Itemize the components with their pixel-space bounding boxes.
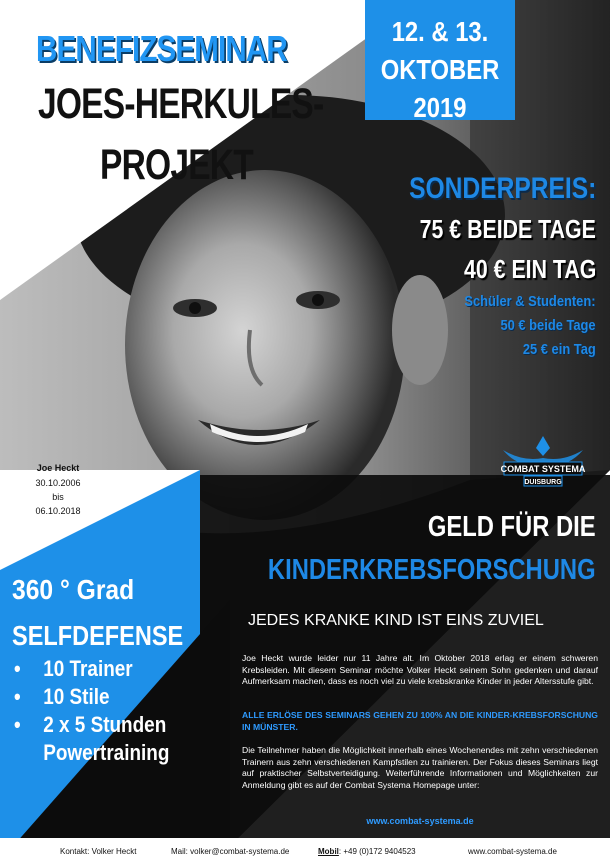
feature-bullet-stunden: [14, 712, 166, 738]
feature-text: Powertraining: [43, 740, 170, 765]
caption-bis: bis: [52, 492, 64, 502]
feature-bullet-trainer: [14, 656, 133, 682]
students-both-days: 50 € beide Tage: [500, 317, 596, 334]
cause-line2: KINDERKREBSFORSCHUNG: [268, 554, 596, 586]
body-paragraph-3: Die Teilnehmer haben die Möglichkeit innerhalb eines Wochenendes mit zehn verschiedenen Trainern aus zehn verschiedenen Kampfstilen zu trainieren. Der Fokus dieses Seminars liegt auf praktischer Selbstverteidigung. Weiterführende Informationen und Möglichkeiten zur Anmeldung gibt es auf der Combat Systema Homepage unter:: [242, 745, 598, 790]
slogan: JEDES KRANKE KIND IST EINS ZUVIEL: [248, 612, 544, 629]
feature-text: 10 Stile: [43, 684, 110, 709]
bullet-icon: •: [14, 656, 21, 681]
footer-mobil: [318, 847, 416, 856]
logo-text-line2: DUISBURG: [524, 479, 562, 486]
body-paragraph-2: ALLE ERLÖSE DES SEMINARS GEHEN ZU 100% AN DIE KINDER-KREBSFORSCHUNG IN MÜNSTER.: [242, 710, 598, 732]
title-benefizseminar: BENEFIZSEMINAR: [36, 28, 287, 69]
bullet-icon: •: [14, 712, 21, 737]
pricing-heading: SONDERPREIS:: [408, 172, 596, 205]
feature-text: 2 x 5 Stunden: [43, 712, 167, 737]
logo-text-line1: COMBAT SYSTEMA: [500, 464, 586, 474]
students-one-day: 25 € ein Tag: [523, 341, 596, 358]
logo-emblem-icon: [498, 432, 588, 492]
price-both-days: 75 € BEIDE TAGE: [419, 214, 596, 244]
date-year: 2019: [413, 92, 467, 123]
footer-url[interactable]: www.combat-systema.de: [468, 847, 557, 856]
body-paragraph-1: Joe Heckt wurde leider nur 11 Jahre alt. Im Oktober 2018 erlag er einem schweren Krebsleiden. Mit diesem Seminar möchte Volker Heckt seinem Sohn gedenken und darauf Aufmerksam machen, dass es noch viel zu viele krebskranke Kinder in jeder Altersstufe gibt.: [242, 653, 598, 686]
caption-name: Joe Heckt: [36, 463, 80, 473]
title-joes-herkules: JOES-HERKULES-: [38, 80, 324, 128]
features-heading-selfdefense: SELFDEFENSE: [12, 620, 184, 651]
caption-died: 06.10.2018: [35, 506, 81, 516]
features-heading-360: 360 ° Grad: [12, 574, 135, 605]
feature-bullet-powertraining: [14, 740, 169, 766]
date-day: 12. & 13.: [391, 16, 489, 47]
footer: [0, 841, 610, 861]
title-projekt: PROJEKT: [100, 141, 253, 189]
combat-systema-logo: [498, 432, 588, 492]
students-heading: Schüler & Studenten:: [464, 293, 596, 310]
feature-bullet-stile: [14, 684, 110, 710]
footer-mobil-label: Mobil: [318, 847, 339, 856]
price-one-day: 40 € EIN TAG: [463, 254, 596, 284]
footer-contact: Kontakt: Volker Heckt: [60, 847, 137, 856]
caption-born: 30.10.2006: [35, 478, 81, 488]
feature-text: 10 Trainer: [43, 656, 133, 681]
homepage-link[interactable]: www.combat-systema.de: [366, 816, 474, 826]
footer-mobil-number: : +49 (0)172 9404523: [338, 847, 416, 856]
cause-line1: GELD FÜR DIE: [428, 511, 596, 543]
date-month: OKTOBER: [380, 54, 500, 85]
bullet-icon: •: [14, 684, 21, 709]
footer-mail[interactable]: Mail: volker@combat-systema.de: [171, 847, 290, 856]
